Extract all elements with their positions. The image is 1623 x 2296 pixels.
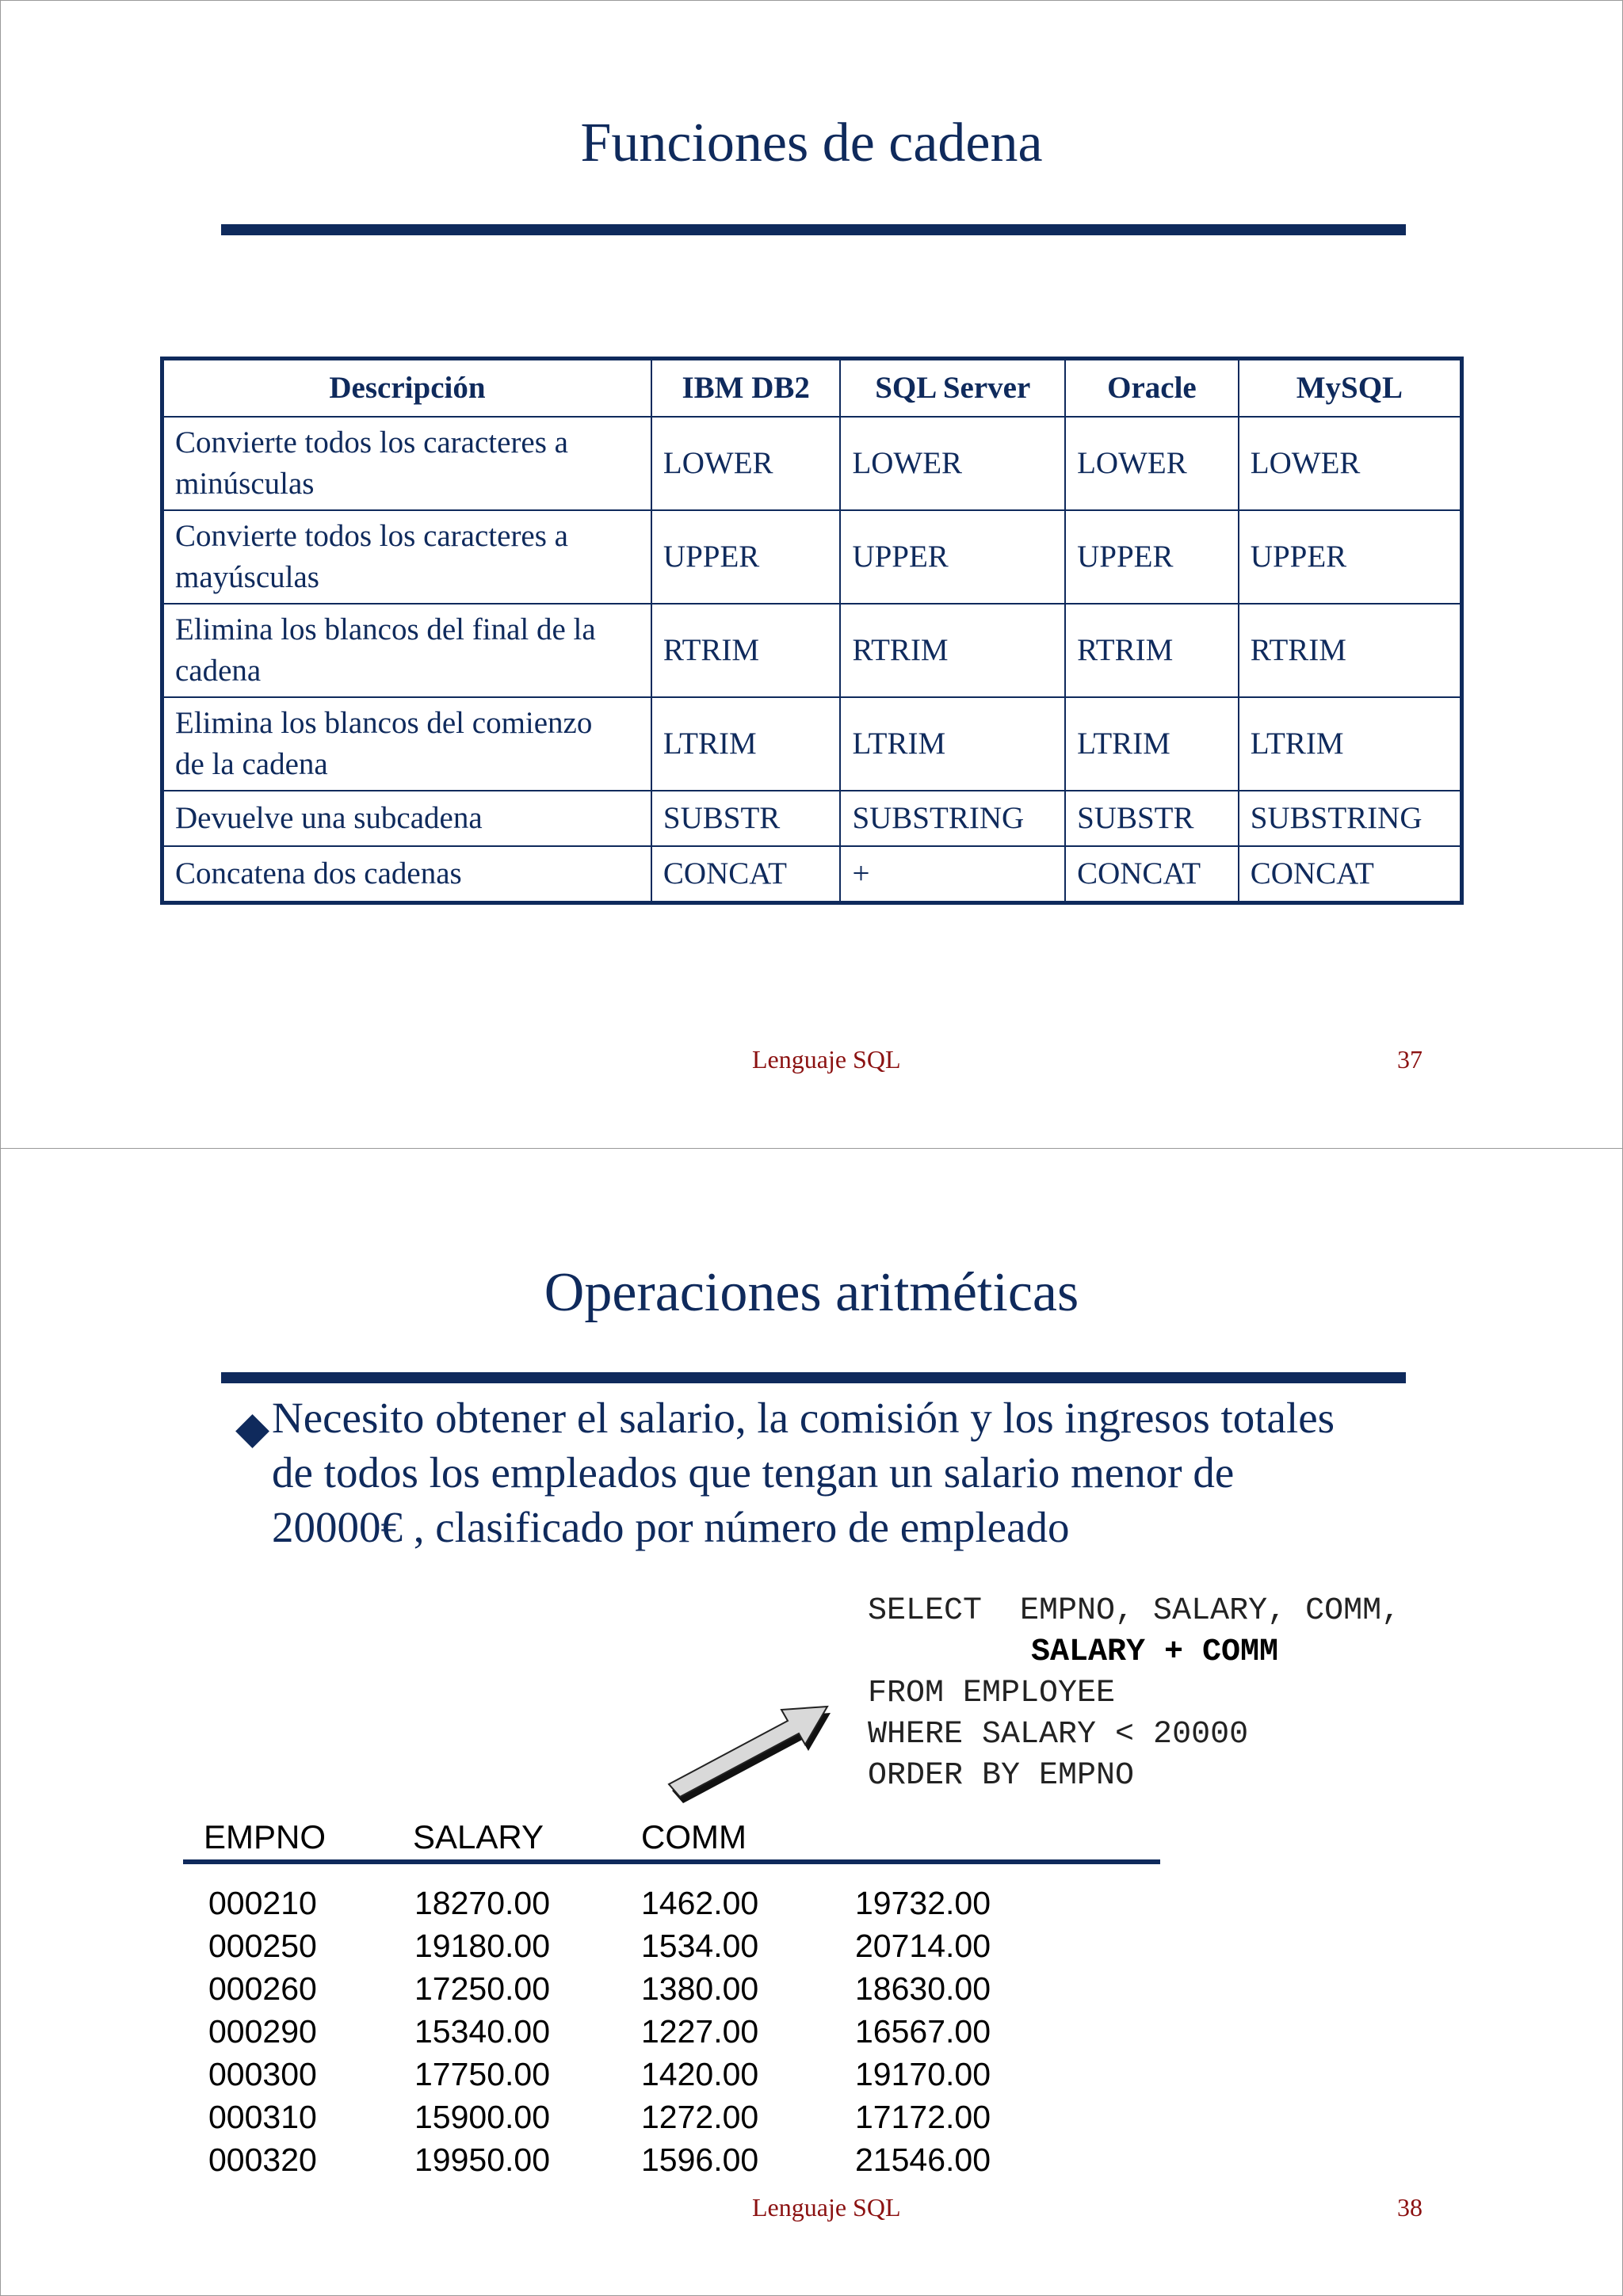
total-column [855,1882,991,2181]
result-cell: 000250 [208,1928,317,1964]
result-cell: 17172.00 [855,2099,991,2135]
result-cell: 1272.00 [641,2099,759,2135]
result-cell: 15900.00 [414,2099,551,2135]
mysql-cell: CONCAT [1239,846,1462,903]
slide-title: Funciones de cadena [580,113,1043,174]
result-cell: 000210 [208,1885,317,1921]
footer-label: Lenguaje SQL [752,2193,901,2222]
result-cell: 000290 [208,2013,317,2050]
mysql-cell: SUBSTRING [1239,791,1462,846]
db2-cell: UPPER [651,510,841,604]
description-cell: Devuelve una subcadena [162,791,651,846]
oracle-cell: LOWER [1065,417,1239,510]
oracle-cell: UPPER [1065,510,1239,604]
oracle-cell: LTRIM [1065,697,1239,791]
header-cell: Descripción [162,359,651,418]
header-cell: Oracle [1065,359,1239,418]
footer-label: Lenguaje SQL [752,1045,901,1074]
result-cell: 20714.00 [855,1928,991,1964]
empno-column [208,1882,317,2181]
diamond-bullet-icon: ◆ [235,1404,270,1453]
sqlserver-cell: LOWER [840,417,1065,510]
oracle-cell: RTRIM [1065,604,1239,697]
result-cell: 1380.00 [641,1970,759,2007]
header-cell: SQL Server [840,359,1065,418]
result-cell: 16567.00 [855,2013,991,2050]
result-cell: 19732.00 [855,1885,991,1921]
title-underline [221,1372,1406,1383]
table-header-row [162,359,1462,418]
description-cell: Elimina los blancos del final de la cadena [162,604,651,697]
result-cell: 19180.00 [414,1928,551,1964]
mysql-cell: LOWER [1239,417,1462,510]
db2-cell: SUBSTR [651,791,841,846]
header-cell: MySQL [1239,359,1462,418]
sql-line: ORDER BY EMPNO [868,1758,1135,1794]
sqlserver-cell: SUBSTRING [840,791,1065,846]
result-cell: 1420.00 [641,2056,759,2092]
result-cell: 18270.00 [414,1885,551,1921]
result-cell: 1227.00 [641,2013,759,2050]
sql-line: WHERE SALARY < 20000 [868,1717,1249,1753]
title-underline [221,224,1406,235]
comm-column [641,1882,758,2181]
header-cell: IBM DB2 [651,359,841,418]
result-cell: 1462.00 [641,1885,759,1921]
db2-cell: LTRIM [651,697,841,791]
result-header-rule [183,1859,1160,1864]
oracle-cell: CONCAT [1065,846,1239,903]
sql-line: FROM EMPLOYEE [868,1676,1116,1711]
mysql-cell: RTRIM [1239,604,1462,697]
page-number: 37 [1397,1045,1423,1074]
sql-line-highlight: SALARY + COMM [1031,1634,1279,1670]
table-row [162,697,1462,791]
db2-cell: CONCAT [651,846,841,903]
bullet-text: Necesito obtener el salario, la comisión y los ingresos totales de todos los empleados que tengan un salario menor de 20000€ , clasificado por número de empleado [272,1394,1335,1551]
salary-column [414,1882,550,2181]
result-cell: 15340.00 [414,2013,551,2050]
sqlserver-cell: RTRIM [840,604,1065,697]
table-row [162,417,1462,510]
sqlserver-cell: + [840,846,1065,903]
result-cell: 000300 [208,2056,317,2092]
result-cell: 19950.00 [414,2142,551,2178]
sql-line: SELECT EMPNO, SALARY, COMM, [868,1593,1401,1629]
result-cell: 19170.00 [855,2056,991,2092]
result-cell: 17250.00 [414,1970,551,2007]
table-row [162,510,1462,604]
mysql-cell: UPPER [1239,510,1462,604]
page-number: 38 [1397,2193,1423,2222]
result-cell: 000260 [208,1970,317,2007]
table-row [162,604,1462,697]
oracle-cell: SUBSTR [1065,791,1239,846]
result-cell: 21546.00 [855,2142,991,2178]
mysql-cell: LTRIM [1239,697,1462,791]
column-header: EMPNO [204,1818,327,1855]
result-cell: 18630.00 [855,1970,991,2007]
slide-38 [0,1148,1623,2296]
description-cell: Convierte todos los caracteres a mayúsculas [162,510,651,604]
result-cell: 1534.00 [641,1928,759,1964]
result-cell: 000320 [208,2142,317,2178]
result-cell: 17750.00 [414,2056,551,2092]
slide-title: Operaciones aritméticas [544,1262,1079,1323]
column-header: COMM [641,1818,747,1855]
sqlserver-cell: LTRIM [840,697,1065,791]
result-cell: 1596.00 [641,2142,759,2178]
db2-cell: RTRIM [651,604,841,697]
description-cell: Concatena dos cadenas [162,846,651,903]
string-functions-table [160,357,1464,905]
sql-query [868,1591,1400,1797]
table-row [162,791,1462,846]
arrow-icon [655,1695,845,1814]
db2-cell: LOWER [651,417,841,510]
description-cell: Convierte todos los caracteres a minúsculas [162,417,651,510]
description-cell: Elimina los blancos del comienzo de la cadena [162,697,651,791]
table-row [162,846,1462,903]
column-header: SALARY [413,1818,544,1855]
sqlserver-cell: UPPER [840,510,1065,604]
result-cell: 000310 [208,2099,317,2135]
